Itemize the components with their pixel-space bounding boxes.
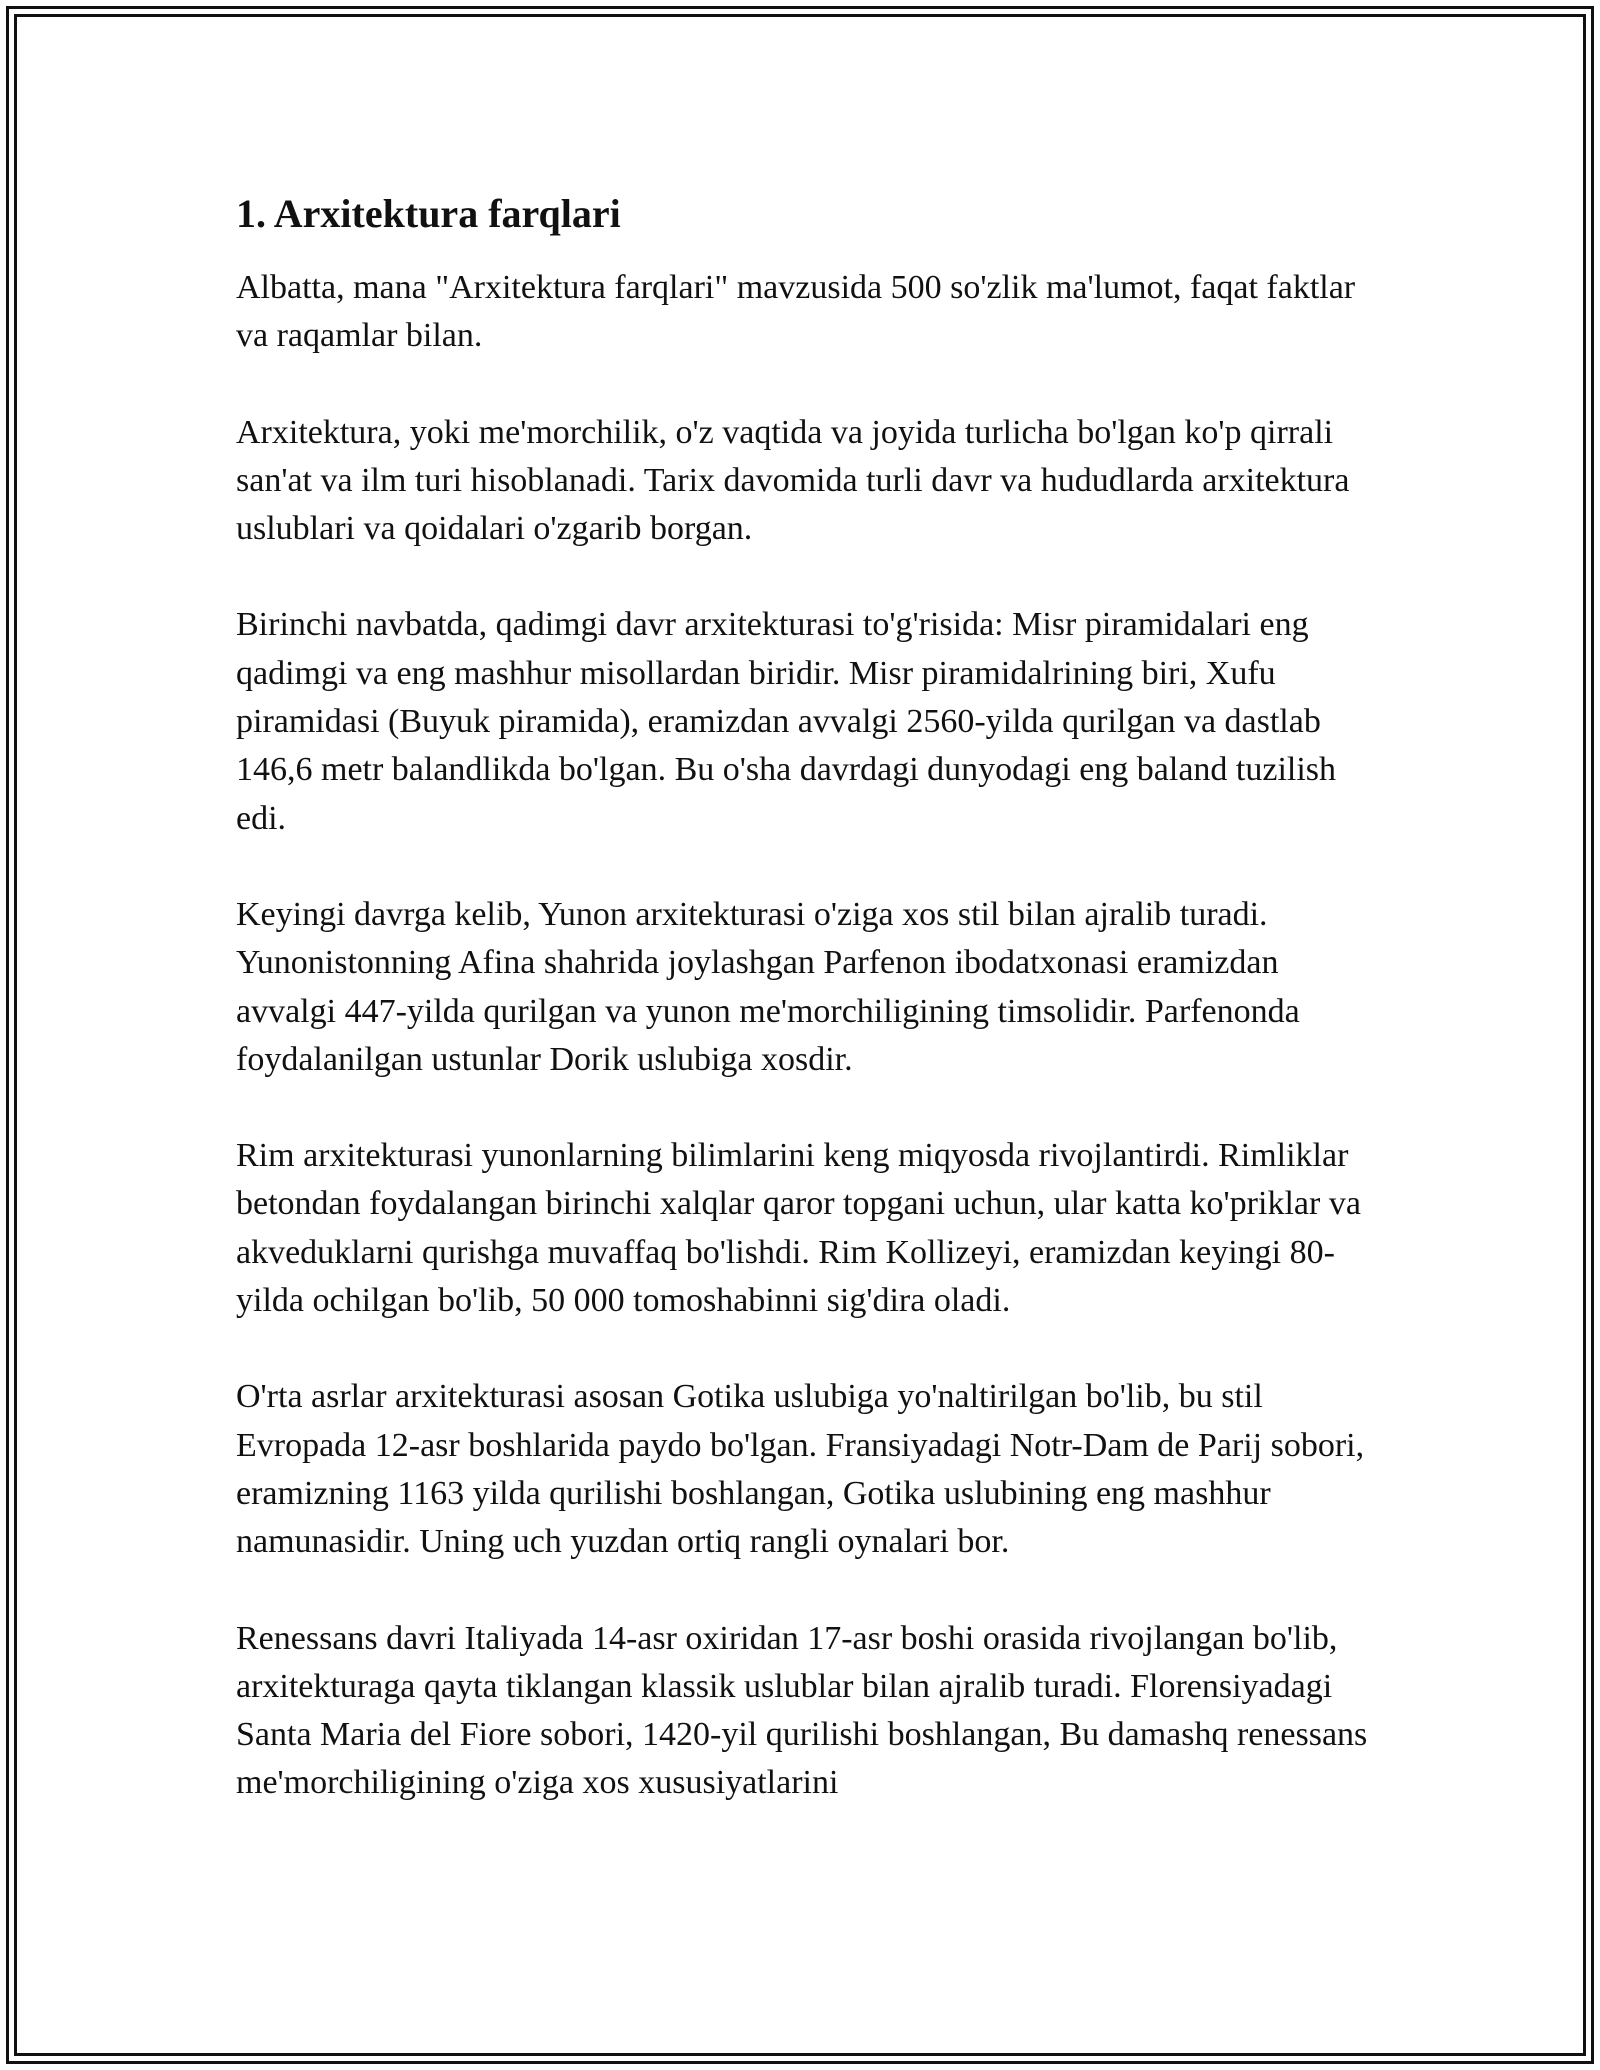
section-heading: 1. Arxitektura farqlari (236, 191, 621, 236)
paragraph-egypt: Birinchi navbatda, qadimgi davr arxitekturasi to'g'risida: Misr piramidalari eng qadimgi va eng mashhur misollardan biridir. Misr piramidalrining biri, Xufu piramidasi (Buyuk piramida), eramizdan avvalgi 2560-yilda qurilgan va dastlab 146,6 metr balandlikda bo'lgan. Bu o'sha davrdagi dunyodagi eng baland tuzilish edi. (236, 606, 1337, 837)
paragraph-rome: Rim arxitekturasi yunonlarning bilimlarini keng miqyosda rivojlantirdi. Rimliklar betondan foydalangan birinchi xalqlar qaror topgani uchun, ular katta ko'priklar va akveduklarni qurishga muvaffaq bo'lishdi. Rim Kollizeyi, eramizdan keyingi 80-yilda ochilgan bo'lib, 50 000 tomoshabinni sig'dira oladi. (236, 1137, 1361, 1320)
paragraph-greece: Keyingi davrga kelib, Yunon arxitekturasi o'ziga xos stil bilan ajralib turadi. Yunonistonning Afina shahrida joylashgan Parfenon ibodatxonasi eramizdan avvalgi 447-yilda qurilgan va yunon me'morchiligining timsolidir. Parfenonda foydalanilgan ustunlar Dorik uslubiga xosdir. (236, 895, 1300, 1078)
document-body (236, 186, 1386, 1856)
paragraph-gothic: O'rta asrlar arxitekturasi asosan Gotika uslubiga yo'naltirilgan bo'lib, bu stil Evropada 12-asr boshlarida paydo bo'lgan. Fransiyadagi Notr-Dam de Parij sobori, eramizning 1163 yilda qurilishi boshlangan, Gotika uslubining eng mashhur namunasidir. Uning uch yuzdan ortiq rangli oynalari bor. (236, 1378, 1365, 1561)
paragraph-renaissance: Renessans davri Italiyada 14-asr oxiridan 17-asr boshi orasida rivojlangan bo'lib, arxitekturaga qayta tiklangan klassik uslublar bilan ajralib turadi. Florensiyadagi Santa Maria del Fiore sobori, 1420-yil qurilishi boshlangan, Bu damashq renessans me'morchiligining o'ziga xos xususiyatlarini (236, 1619, 1368, 1802)
paragraph-intro: Albatta, mana "Arxitektura farqlari" mavzusida 500 so'zlik ma'lumot, faqat faktlar va raqamlar bilan. (236, 269, 1356, 355)
paragraph-definition: Arxitektura, yoki me'morchilik, o'z vaqtida va joyida turlicha bo'lgan ko'p qirrali san'at va ilm turi hisoblanadi. Tarix davomida turli davr va hududlarda arxitektura uslublari va qoidalari o'zgarib borgan. (236, 413, 1350, 548)
